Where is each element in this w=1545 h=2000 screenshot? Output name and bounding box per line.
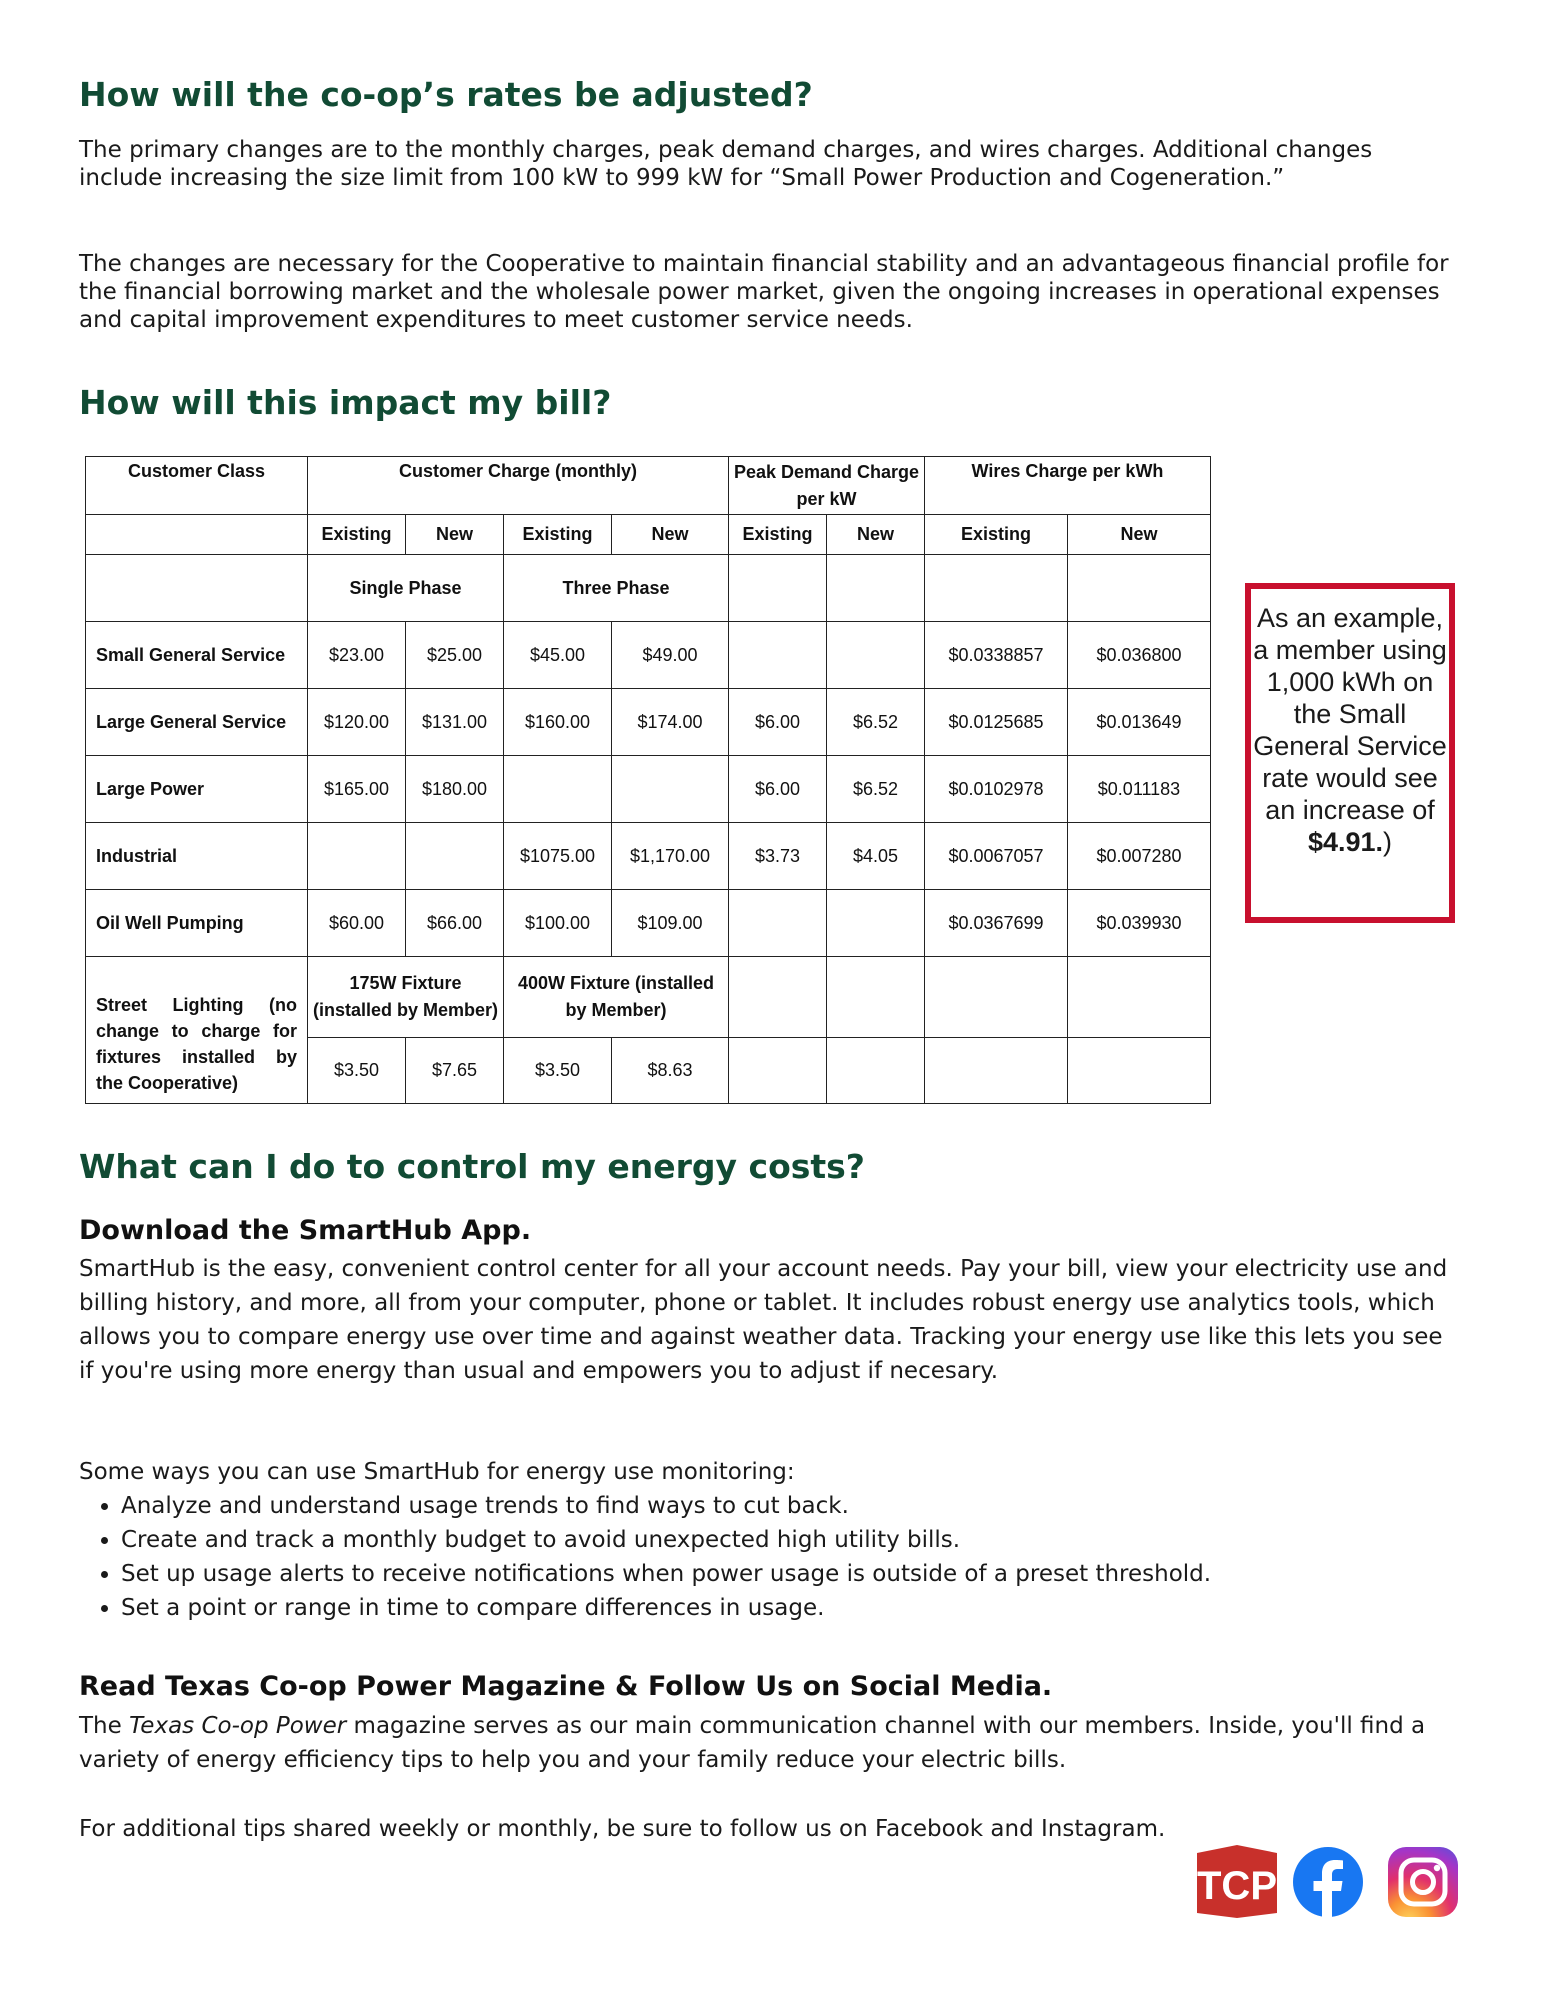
list-item: • Create and track a monthly budget to avoid unexpected high utility bills. [121,1523,1451,1557]
smarthub-list-intro: Some ways you can use SmartHub for energy use monitoring: [79,1459,795,1485]
empty-cell [827,1038,925,1104]
tcp-logo-icon[interactable] [1193,1843,1281,1920]
table-cell: $131.00 [406,689,504,756]
table-cell: $0.0338857 [925,622,1068,689]
table-row [86,890,1211,957]
subheading-smarthub: Download the SmartHub App. [79,1215,532,1246]
rates-table [85,456,1211,1104]
table-row [86,622,1211,689]
empty-cell [925,555,1068,622]
social-paragraph: For additional tips shared weekly or monthly, be sure to follow us on Facebook and Instagram. [79,1816,1166,1842]
table-cell: $0.0102978 [925,756,1068,823]
magazine-text-end: magazine serves as our main communication channel with our members. Inside, you'll find a variety of energy efficiency tips to help you and your family reduce your electric bills. [79,1713,1426,1773]
table-cell [729,890,827,957]
empty-cell [729,957,827,1038]
table-cell: $109.00 [612,890,729,957]
table-cell: $0.0125685 [925,689,1068,756]
single-phase-label: Single Phase [308,555,504,622]
empty-cell [925,957,1068,1038]
table-cell: $165.00 [308,756,406,823]
customer-class-name: Large Power [86,756,308,823]
heading-rates-adjusted: How will the co-op’s rates be adjusted? [79,75,813,114]
table-cell: $6.00 [729,689,827,756]
table-row [86,957,1211,1038]
header-customer-charge: Customer Charge (monthly) [308,457,729,515]
table-cell: $120.00 [308,689,406,756]
table-cell: $49.00 [612,622,729,689]
list-item: • Analyze and understand usage trends to find ways to cut back. [121,1489,1451,1523]
table-cell: $6.52 [827,689,925,756]
table-cell: $0.013649 [1068,689,1211,756]
empty-cell [1068,1038,1211,1104]
table-row [86,756,1211,823]
phase-row-blank [86,555,308,622]
callout-close: ) [1383,827,1393,857]
empty-cell [1068,957,1211,1038]
table-cell: $1075.00 [504,823,612,890]
table-cell: $1,170.00 [612,823,729,890]
table-cell [406,823,504,890]
table-cell [827,622,925,689]
customer-class-name: Industrial [86,823,308,890]
header-new: New [612,515,729,555]
table-cell: $0.0367699 [925,890,1068,957]
table-cell: $7.65 [406,1038,504,1104]
empty-cell [925,1038,1068,1104]
magazine-paragraph [79,1709,1454,1777]
table-row [86,689,1211,756]
empty-cell [729,555,827,622]
table-cell: $3.50 [308,1038,406,1104]
header-new: New [1068,515,1211,555]
list-item: • Set a point or range in time to compare differences in usage. [121,1591,1451,1625]
table-cell: $0.036800 [1068,622,1211,689]
facebook-icon[interactable] [1292,1846,1364,1918]
table-cell: $45.00 [504,622,612,689]
table-cell: $66.00 [406,890,504,957]
magazine-title: Texas Co-op Power [129,1713,347,1739]
table-cell: $0.039930 [1068,890,1211,957]
smarthub-paragraph: SmartHub is the easy, convenient control center for all your account needs. Pay your bill, view your electricity use and billing history, and more, all from your computer, phone or tablet. It includes robust energy use analytics tools, which allows you to compare energy use over time and against weather data. Tracking your energy use like this lets you see if you're using more energy than usual and empowers you to adjust if necesary. [79,1256,1448,1384]
rates-paragraph-1: The primary changes are to the monthly charges, peak demand charges, and wires charges. Additional changes include increasing the size limit from 100 kW to 999 kW for “Small Power Production and Cogeneration.” [79,137,1373,191]
fixture-175w-label: 175W Fixture (installed by Member) [308,957,504,1038]
example-callout [1245,583,1455,923]
customer-class-name: Large General Service [86,689,308,756]
table-cell: $6.00 [729,756,827,823]
customer-class-name: Oil Well Pumping [86,890,308,957]
table-cell: $3.73 [729,823,827,890]
header-blank [86,515,308,555]
table-cell: $0.0067057 [925,823,1068,890]
empty-cell [1068,555,1211,622]
subheading-magazine-social: Read Texas Co-op Power Magazine & Follow Us on Social Media. [79,1671,1053,1702]
header-new: New [406,515,504,555]
table-cell: $0.007280 [1068,823,1211,890]
three-phase-label: Three Phase [504,555,729,622]
table-cell [308,823,406,890]
empty-cell [827,555,925,622]
table-cell: $100.00 [504,890,612,957]
table-cell: $0.011183 [1068,756,1211,823]
header-existing: Existing [308,515,406,555]
header-peak-demand: Peak Demand Charge per kW [729,457,925,515]
table-row [86,823,1211,890]
list-item: • Set up usage alerts to receive notifications when power usage is outside of a preset threshold. [121,1557,1451,1591]
table-cell: $23.00 [308,622,406,689]
header-existing: Existing [504,515,612,555]
callout-text: As an example, a member using 1,000 kWh on the Small General Service rate would see an increase of [1253,603,1447,825]
magazine-text-start: The [79,1713,130,1739]
fixture-400w-label: 400W Fixture (installed by Member) [504,957,729,1038]
rates-paragraph-2: The changes are necessary for the Cooperative to maintain financial stability and an advantageous financial profile for the financial borrowing market and the wholesale power market, given the ongoing increases in operational expenses and capital improvement expenditures to meet customer service needs. [79,251,1449,333]
customer-class-name: Small General Service [86,622,308,689]
table-cell [504,756,612,823]
table-cell: $174.00 [612,689,729,756]
header-customer-class: Customer Class [86,457,308,515]
smarthub-bullet-list [79,1489,1451,1625]
table-cell [612,756,729,823]
table-cell: $3.50 [504,1038,612,1104]
table-cell: $180.00 [406,756,504,823]
table-cell: $160.00 [504,689,612,756]
table-cell [827,890,925,957]
empty-cell [827,957,925,1038]
header-new: New [827,515,925,555]
table-cell: $25.00 [406,622,504,689]
instagram-icon[interactable] [1387,1846,1459,1918]
street-lighting-name: Street Lighting (no change to charge for fixtures installed by the Cooperative) [86,957,308,1104]
table-cell: $60.00 [308,890,406,957]
table-cell: $8.63 [612,1038,729,1104]
heading-control-costs: What can I do to control my energy costs? [79,1147,865,1186]
header-wires-charge: Wires Charge per kWh [925,457,1211,515]
tcp-logo-text: TCP [1197,1864,1277,1908]
table-cell: $6.52 [827,756,925,823]
header-existing: Existing [925,515,1068,555]
table-cell [729,622,827,689]
empty-cell [729,1038,827,1104]
heading-bill-impact: How will this impact my bill? [79,383,612,422]
table-cell: $4.05 [827,823,925,890]
callout-amount: $4.91. [1307,827,1384,857]
header-existing: Existing [729,515,827,555]
